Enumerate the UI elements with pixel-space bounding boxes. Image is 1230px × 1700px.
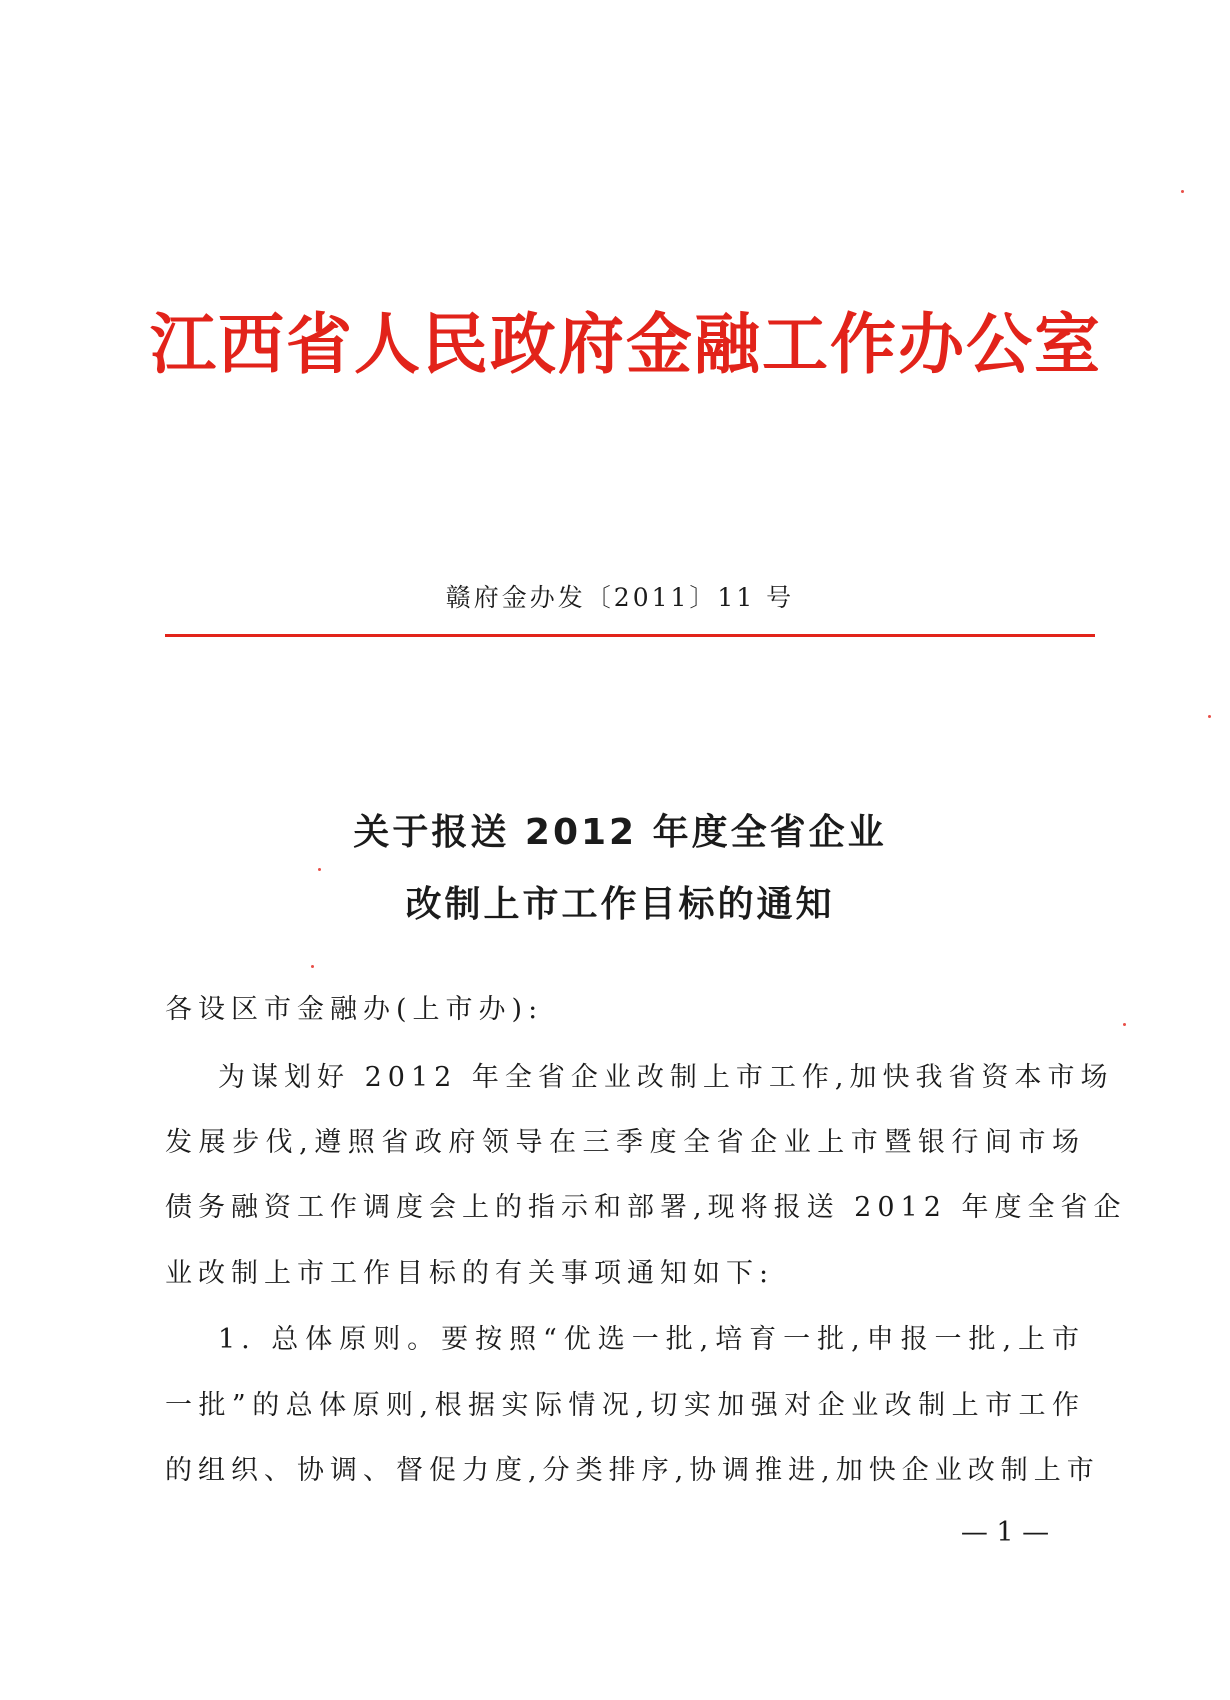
paragraph-2-line-1: 1. 总体原则。要按照“优选一批,培育一批,申报一批,上市 — [218, 1324, 1085, 1355]
document-title-line-2: 改制上市工作目标的通知 — [405, 884, 835, 925]
page-number: — 1 — — [960, 1517, 1050, 1548]
paragraph-1-line-1: 为谋划好 2012 年全省企业改制上市工作,加快我省资本市场 — [218, 1062, 1114, 1093]
scan-speck — [1208, 715, 1211, 718]
paragraph-1-line-4: 业改制上市工作目标的有关事项通知如下: — [165, 1258, 775, 1289]
masthead-org-name: 江西省人民政府金融工作办公室 — [150, 306, 1102, 383]
scan-speck — [311, 965, 314, 968]
paragraph-2-line-3: 的组织、协调、督促力度,分类排序,协调推进,加快企业改制上市 — [165, 1455, 1100, 1486]
document-number: 赣府金办发〔2011〕11 号 — [445, 583, 795, 612]
scan-speck — [1123, 1023, 1126, 1026]
paragraph-1-line-3: 债务融资工作调度会上的指示和部署,现将报送 2012 年度全省企 — [165, 1192, 1127, 1223]
salutation: 各设区市金融办(上市办): — [165, 994, 544, 1025]
scan-speck — [318, 868, 321, 871]
red-divider-rule — [165, 634, 1095, 637]
document-title-line-1: 关于报送 2012 年度全省企业 — [353, 812, 887, 853]
paragraph-2-line-2: 一批”的总体原则,根据实际情况,切实加强对企业改制上市工作 — [165, 1390, 1085, 1421]
paragraph-1-line-2: 发展步伐,遵照省政府领导在三季度全省企业上市暨银行间市场 — [165, 1127, 1085, 1158]
scan-speck — [1181, 190, 1184, 193]
